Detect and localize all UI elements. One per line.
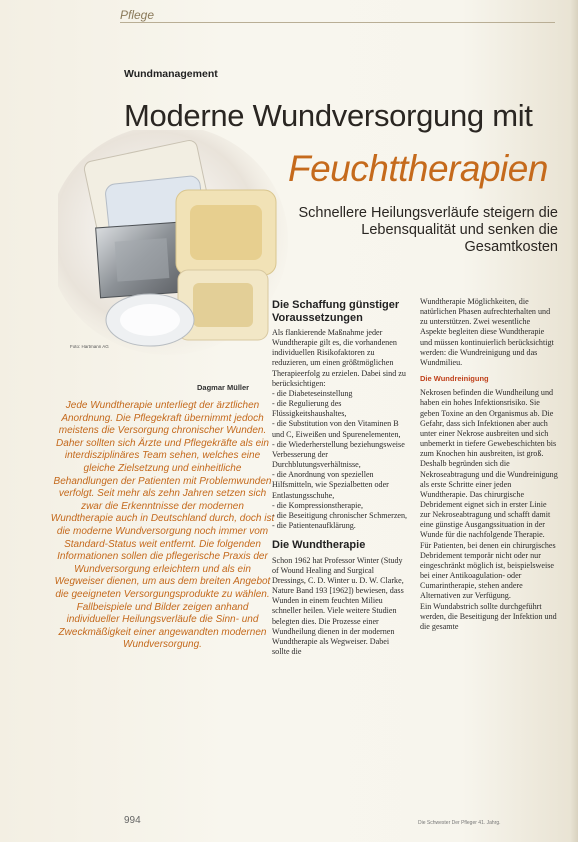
list-item: - die Wiederherstellung beziehungsweise Verbesserung der Durchblutungsverhältnisse, (272, 439, 405, 470)
magazine-footer: Die Schwester Der Pfleger 41. Jahrg. (418, 820, 501, 826)
list-item: - die Beseitigung chronischer Schmerzen, (272, 510, 408, 520)
list-item: - die Diabeteseinstellung (272, 388, 353, 398)
section-heading-prerequisites: Die Schaffung günstiger Voraussetzungen (272, 299, 400, 324)
photo-credit: Foto: Hartmann AG (70, 344, 109, 349)
body-paragraph: Als flankierende Maßnahme jeder Wundtherapie gilt es, die vorhandenen individuellen Risikofaktoren zu reduzieren, um einen größtmöglichen Therapieerfolg zu erzielen. Dabei sind zu berücksichtigen: (272, 328, 406, 388)
body-paragraph: Wundtherapie Möglichkeiten, die natürlichen Phasen aufrechterhalten und zu unterstützen. Zwei wesentliche Aspekte begleiten diese Wundtherapie und müssen kontinuierlich berücksichtigt werden: die Wundreinigung und das Wundmilieu. (420, 297, 554, 367)
body-paragraph: Für Patienten, bei denen ein chirurgisches Debridement temporär nicht oder nur eingeschränkt möglich ist, beispielsweise bei einer Antikoagulation- oder Cumarintherapie, stehen andere Alternativen zur Verfügung. (420, 540, 556, 601)
article-title-line2: Feuchttherapien (288, 148, 548, 189)
header-rule (120, 22, 555, 23)
list-item: - die Anordnung von speziellen Hilfsmitteln, wie Spezialbetten oder Entlastungsschuhe, (272, 470, 389, 500)
text-column-right (420, 297, 558, 632)
list-item: - die Substitution von den Vitaminen B und C, Eiweißen und Spurenelementen, (272, 419, 401, 439)
wound-dressings-photo (58, 130, 288, 365)
article-intro: Jede Wundtherapie unterliegt der ärztlichen Anordnung. Die Pflegekraft übernimmt jedoch meistens die Versorgung chronischer Wunden. Daher sollten sich Ärzte und Pflegekräfte als ein interdisziplinäres Team sehen, welches eine gleiche Zielsetzung und einheitliche Behandlungen der Patienten mit Problemwunden verfolgt. Seit mehr als zehn Jahren setzen sich zwar die Erkenntnisse der modernen Wundtherapie auch in Deutschland durch, doch ist die moderne Wundversorgung noch immer vom Standard-Status weit entfernt. Die folgenden Informationen sollen die pflegerische Praxis der Wundversorgung erleichtern und als ein Wegweiser dienen, um aus dem breiten Angebot die geeigneten Versorgungsprodukte zu wählen. Fallbeispiele und Bilder zeigen anhand individueller Heilungsverläufe die Sinn- und Zweckmäßigkeit einer angewandten modernen Wundversorgung. (50, 400, 275, 651)
author-name: Dagmar Müller (197, 383, 250, 392)
article-topic: Wundmanagement (124, 68, 218, 80)
list-item: - die Patientenaufklärung. (272, 520, 356, 530)
body-paragraph: Nekrosen befinden die Wundheilung und haben ein hohes Infektionsrisiko. Sie geben Toxine an den Organismus ab. Die Gefahr, dass sich Infektionen aber auch unter einer Nekrose ausbreiten und sich unbemerkt in tiefere Gewebeschichten bis zum Knochen hin ausbreiten, ist groß. Deshalb begründen sich die Nekroseabtragung und die Wundreinigung als erste Schritte einer jeden Wundtherapie. Das chirurgische Debridement eignet sich in erster Linie zur Nekroseabtragung und schafft damit eine günstige Ausgangssituation in der Wunde für die nachfolgende Therapie. (420, 388, 558, 540)
section-label: Pflege (120, 8, 155, 22)
section-heading-wound-cleaning: Die Wundreinigung (420, 374, 489, 384)
article-subhead: Schnellere Heilungsverläufe steigern die Lebensqualität und senken die Gesamtkosten (298, 205, 558, 255)
section-heading-wound-therapy: Die Wundtherapie (272, 539, 366, 552)
body-paragraph: Schon 1962 hat Professor Winter (Study of Wound Healing and Surgical Dressings, C. D. Winter u. D. W. Clarke, Nature Band 193 [1962]) bewiesen, dass Wunden in einem feuchten Milieu schneller heilen. Viele weitere Studien belegten dies. Die Prozesse einer Wundheilung dienen in der modernen Wundtherapie als Wegweiser. Dabei sollte die (272, 555, 404, 657)
page-edge (570, 0, 578, 842)
body-paragraph: Ein Wundabstrich sollte durchgeführt werden, die Beseitigung der Infektion und die gesamte (420, 601, 557, 631)
page-number: 994 (124, 815, 141, 826)
list-item: - die Kompressionstherapie, (272, 500, 364, 510)
text-column-middle (272, 299, 408, 657)
list-item: - die Regulierung des Flüssigkeitshaushaltes, (272, 399, 347, 419)
risk-factor-list (272, 389, 408, 531)
article-title-line1: Moderne Wundversorgung mit (124, 98, 533, 133)
